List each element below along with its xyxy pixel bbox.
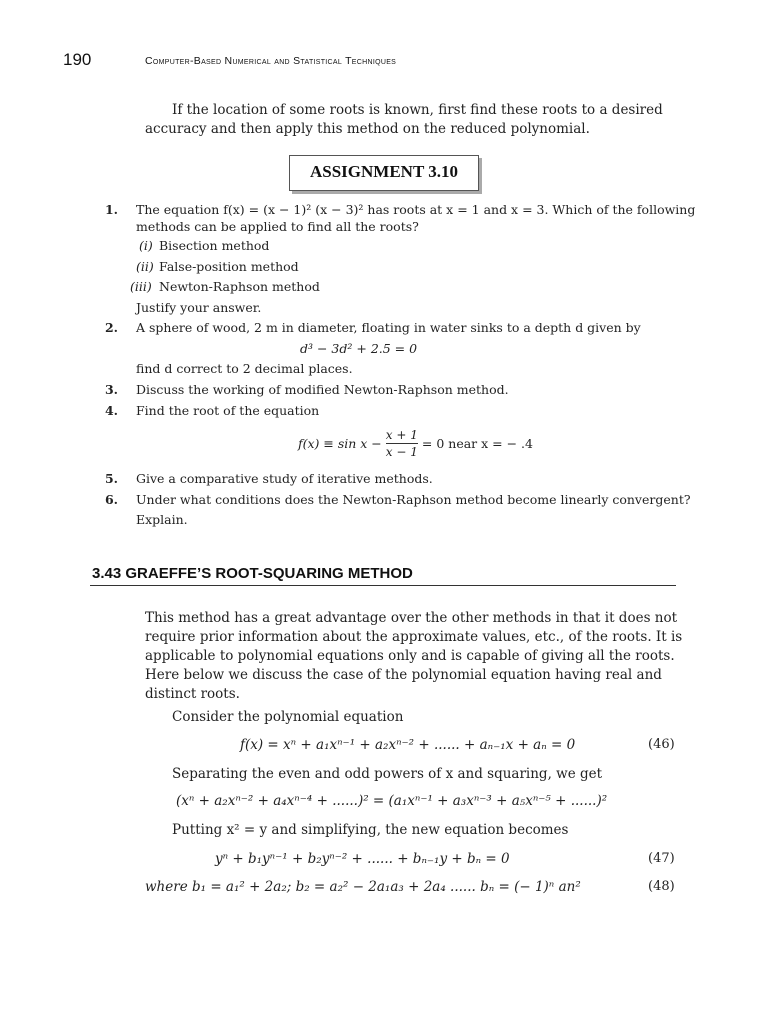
option-mark: (i) [139, 238, 153, 253]
item-1-line-1: The equation f(x) = (x − 1)² (x − 3)² has roots at x = 1 and x = 3. Which of the following [136, 202, 696, 217]
assignment-title: ASSIGNMENT 3.10 [310, 162, 458, 181]
putting-text: Putting x² = y and simplifying, the new equation becomes [172, 822, 569, 838]
intro-line-2: accuracy and then apply this method on the reduced polynomial. [145, 121, 590, 137]
section-title: 3.43 GRAEFFE’S ROOT-SQUARING METHOD [92, 565, 413, 582]
item-2-equation: d³ − 3d² + 2.5 = 0 [300, 341, 418, 356]
item-number: 1. [104, 202, 118, 217]
running-head: Computer-Based Numerical and Statistical Techniques [145, 55, 397, 67]
item-1-line-2: methods can be applied to find all the roots? [136, 219, 419, 234]
equation-lhs: f(x) ≡ sin x − [298, 436, 382, 451]
item-4-line-1: Find the root of the equation [136, 403, 320, 418]
equation-squared: (xⁿ + a₂xⁿ⁻² + a₄xⁿ⁻⁴ + ......)² = (a₁xⁿ⁻¹ + a₃xⁿ⁻³ + a₅xⁿ⁻⁵ + ......)² [176, 793, 608, 809]
option-text: Bisection method [159, 238, 270, 253]
option-text: Newton-Raphson method [159, 279, 320, 294]
equation-rhs: = 0 near x = − .4 [421, 436, 533, 451]
equation-48: where b₁ = a₁² + 2a₂; b₂ = a₂² − 2a₁a₃ + 2a₄ ...... bₙ = (− 1)ⁿ an² [145, 879, 581, 895]
option-mark: (iii) [130, 279, 152, 294]
item-4-equation [298, 428, 533, 459]
item-number: 5. [104, 471, 118, 486]
intro-line-1: If the location of some roots is known, first find these roots to a desired [172, 102, 663, 118]
item-6-line-1: Under what conditions does the Newton-Raphson method become linearly convergent? [136, 492, 691, 507]
item-1-tail: Justify your answer. [136, 300, 262, 315]
fraction-numerator: x + 1 [385, 428, 418, 442]
separating-text: Separating the even and odd powers of x and squaring, we get [172, 766, 603, 782]
item-2-tail: find d correct to 2 decimal places. [136, 361, 353, 376]
equation-number: (47) [648, 851, 675, 866]
paragraph-line: require prior information about the approximate values, etc., of the roots. It is [145, 629, 683, 645]
equation-number: (48) [648, 879, 675, 894]
fraction-bar [386, 443, 418, 444]
item-number: 4. [104, 403, 118, 418]
fraction [386, 428, 418, 459]
item-number: 3. [104, 382, 118, 397]
item-5-line-1: Give a comparative study of iterative methods. [136, 471, 433, 486]
section-paragraph [145, 609, 685, 704]
item-3-line-1: Discuss the working of modified Newton-Raphson method. [136, 382, 509, 397]
paragraph-line: distinct roots. [145, 686, 240, 702]
paragraph-line: This method has a great advantage over the other methods in that it does not [145, 610, 678, 626]
item-2-line-1: A sphere of wood, 2 m in diameter, floating in water sinks to a depth d given by [136, 320, 641, 335]
equation-46: f(x) = xⁿ + a₁xⁿ⁻¹ + a₂xⁿ⁻² + ...... + aₙ₋₁x + aₙ = 0 [240, 737, 576, 753]
paragraph-line: Here below we discuss the case of the polynomial equation having real and [145, 667, 662, 683]
option-text: False-position method [159, 259, 299, 274]
fraction-denominator: x − 1 [385, 445, 418, 459]
page-number: 190 [63, 50, 92, 69]
item-number: 6. [104, 492, 118, 507]
paragraph-line: applicable to polynomial equations only and is capable of giving all the roots. [145, 648, 675, 664]
equation-47: yⁿ + b₁yⁿ⁻¹ + b₂yⁿ⁻² + ...... + bₙ₋₁y + bₙ = 0 [215, 851, 510, 867]
consider-text: Consider the polynomial equation [172, 709, 404, 725]
item-number: 2. [104, 320, 118, 335]
section-rule [90, 585, 676, 586]
item-6-line-2: Explain. [136, 512, 188, 527]
equation-number: (46) [648, 737, 675, 752]
option-mark: (ii) [136, 259, 154, 274]
